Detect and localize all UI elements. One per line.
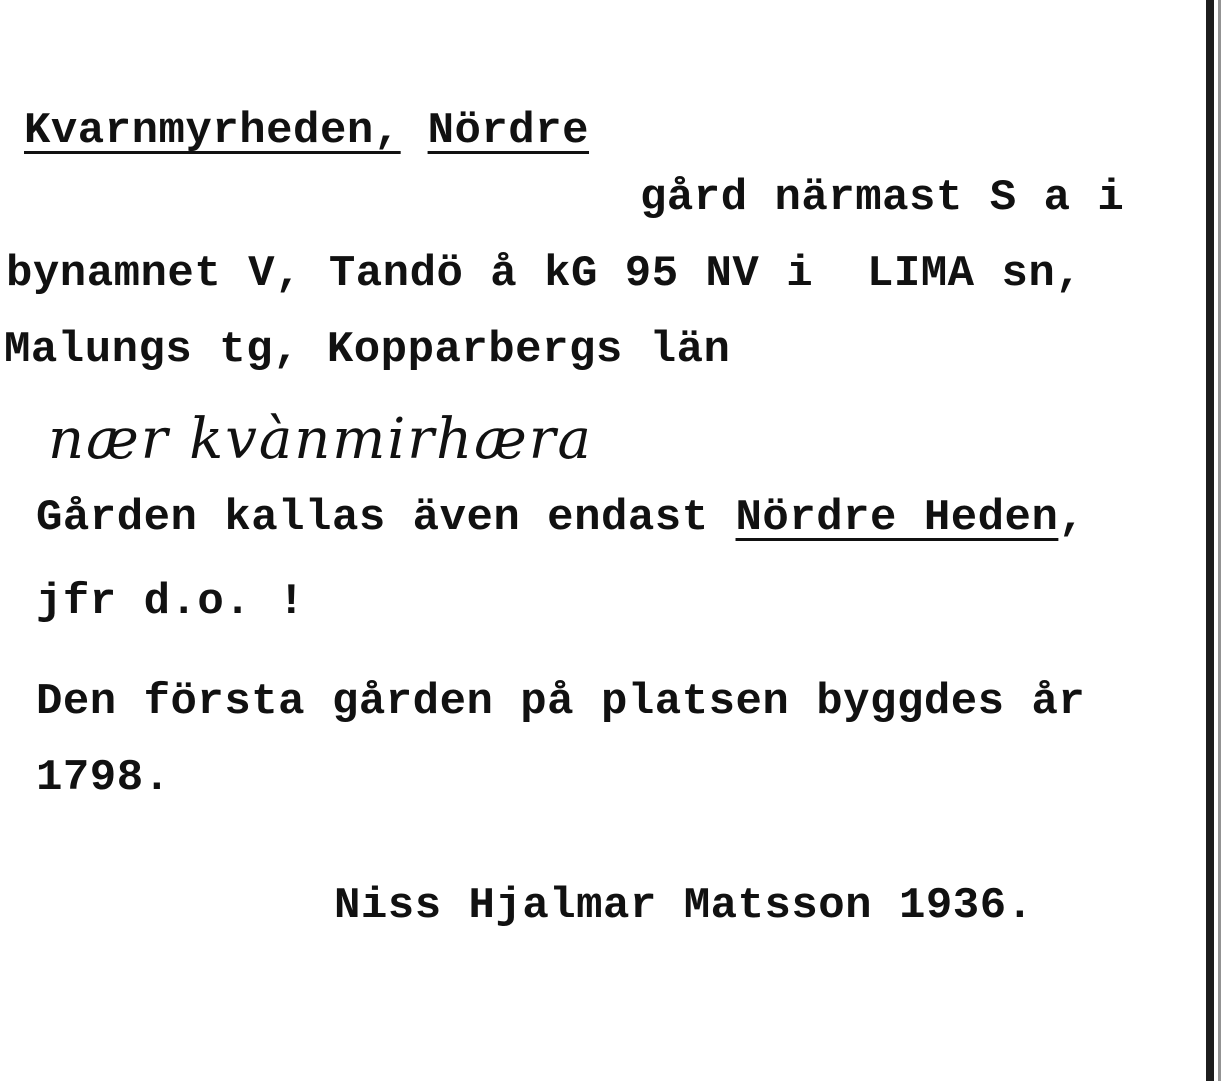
note1-suffix: , [1058,493,1086,543]
note1-line-1 [36,492,1085,544]
note1-line-2: jfr d.o. ! [36,577,306,627]
card-edge-shadow [1218,0,1221,1081]
card-heading [24,105,589,157]
note1-prefix: Gården kallas även endast [36,493,736,543]
location-line-3: Malungs tg, Kopparbergs län [4,325,731,375]
card-edge-border [1206,0,1214,1081]
location-line-2: bynamnet V, Tandö å kG 95 NV i LIMA sn, [6,249,1083,299]
alternate-name: Nördre Heden [735,493,1059,543]
handwritten-pronunciation: nær kvànmirhæra [48,407,593,472]
place-name: Kvarnmyrheden, [24,106,401,156]
signature: Niss Hjalmar Matsson 1936. [334,881,1034,931]
note2-line-2: 1798. [36,753,171,803]
place-part: Nördre [427,106,590,156]
note2-line-1: Den första gården på platsen byggdes år [36,677,1086,727]
location-line-1: gård närmast S a i [640,173,1125,223]
